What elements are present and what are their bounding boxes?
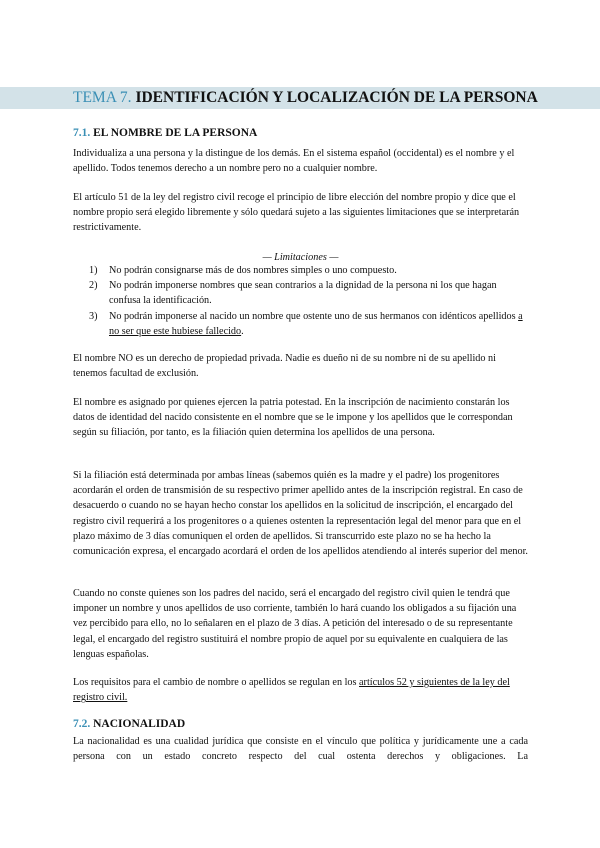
list-item [73, 263, 528, 278]
limitations-heading: — Limitaciones — [262, 252, 339, 263]
paragraph: La nacionalidad es una cualidad jurídica que consiste en el vínculo que política y jurídicamente une a cada persona con un estado concreto respecto del cual ostenta derechos y obligaciones. La [73, 736, 528, 763]
list-item-text: No podrán imponerse nombres que sean contrarios a la dignidad de la persona ni los que hagan confusa la identificación. [109, 280, 497, 307]
list-item-number: 3) [89, 310, 98, 322]
paragraph: El nombre es asignado por quienes ejercen la patria potestad. En la inscripción de nacimiento constarán los datos de identidad del nacido consistente en el nombre que se le impone y los apellidos que le correspondan según su filiación, por tanto, es la filiación quien determina los apellidos de una persona. [73, 397, 513, 439]
list-item [73, 309, 528, 339]
section-heading-nationality [73, 717, 185, 731]
chapter-title [73, 89, 538, 107]
list-item-number: 1) [89, 265, 98, 276]
list-item-number: 2) [89, 280, 98, 292]
chapter-title-text: IDENTIFICACIÓN Y LOCALIZACIÓN DE LA PERSONA [131, 89, 538, 106]
list-item-tail: . [241, 325, 244, 337]
paragraph: Si la filiación está determinada por ambas líneas (sabemos quién es la madre y el padre) los progenitores acordarán el orden de transmisión de su respectivo primer apellido antes de la inscripción registral. En caso de desacuerdo o cuando no se hayan hecho constar los apellidos en la solicitud de inscripción, el encargado del registro civil requerirá a los progenitores o a quienes ostenten la representación legal del menor para que en el plazo máximo de 3 días comuniquen el orden de apellidos. Si transcurrido este plazo no se ha hecho la comunicación expresa, el encargado acordará el orden de los apellidos atendiendo al interés superior del menor. [73, 470, 528, 558]
list-item [73, 278, 528, 308]
paragraph: El artículo 51 de la ley del registro civil recoge el principio de libre elección del nombre propio y dice que el nombre propio será elegido libremente y sólo quedará sujeto a las siguientes limitaciones que se interpretarán restrictivamente. [73, 192, 520, 234]
section-heading-text: NACIONALIDAD [90, 718, 186, 730]
section-heading-name [73, 126, 257, 140]
section-heading-text: EL NOMBRE DE LA PERSONA [90, 127, 258, 139]
list-item-text: No podrán imponerse al nacido un nombre que ostente uno de sus hermanos con idénticos apellidos [109, 310, 519, 322]
underlined-phrase: a no ser que este hubiese fallecido [109, 310, 523, 337]
paragraph-text: Los requisitos para el cambio de nombre o apellidos se regulan en los [73, 677, 360, 688]
list-item-text: No podrán consignarse más de dos nombres simples o uno compuesto. [109, 265, 397, 276]
chapter-number: TEMA 7. [73, 89, 132, 106]
paragraph: Cuando no conste quienes son los padres del nacido, será el encargado del registro civil quien le tendrá que imponer un nombre y unos apellidos de uso corriente, también lo hará cuando los obligados a su fijación una vez percibido para ello, no lo señalaren en el plazo de 3 días. A petición del interesado o de su representante legal, el encargado del registro sustituirá el nombre propio de aquel por su equivalente en cualquiera de las lenguas españolas. [73, 588, 517, 660]
law-reference-link: artículos 52 y siguientes de la ley del registro civil. [73, 677, 510, 704]
section-number: 7.1. [73, 127, 91, 139]
paragraph: Individualiza a una persona y la distingue de los demás. En el sistema español (occidental) es el nombre y el apellido. Todos tenemos derecho a un nombre pero no a cualquier nombre. [73, 148, 515, 175]
limitations-list [73, 263, 528, 339]
paragraph [73, 675, 528, 705]
paragraph: El nombre NO es un derecho de propiedad privada. Nadie es dueño ni de su nombre ni de su apellido ni tenemos facultad de exclusión. [73, 353, 496, 380]
section-number: 7.2. [73, 718, 91, 730]
